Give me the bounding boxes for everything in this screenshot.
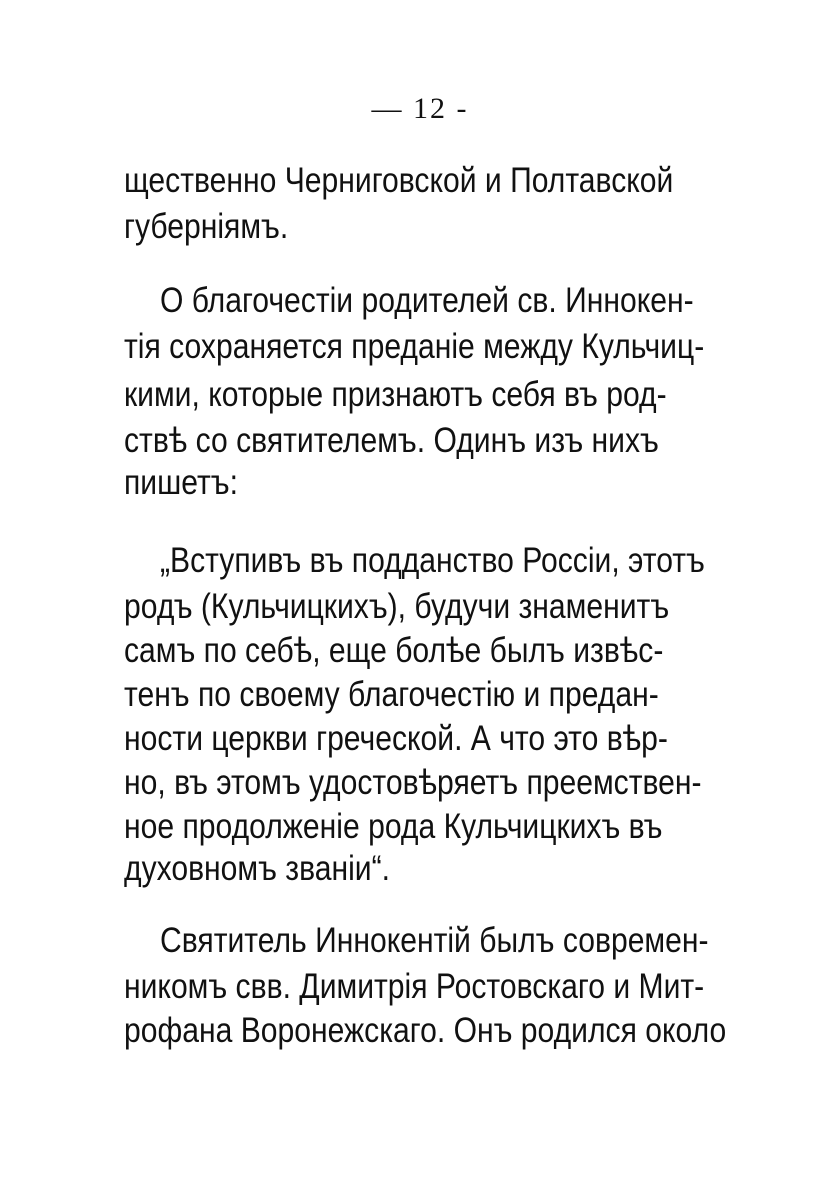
text-line: губерніямъ. — [124, 207, 289, 246]
text-line: духовномъ званіи“. — [124, 849, 390, 888]
text-line: „Вступивъ въ подданство Россіи, этотъ — [160, 541, 705, 580]
text-line: родъ (Кульчицкихъ), будучи знаменитъ — [124, 587, 670, 626]
text-line: О благочестіи родителей св. Иннокен- — [160, 281, 694, 320]
text-line: тія сохраняется преданіе между Кульчиц- — [124, 327, 705, 366]
text-line: ное продолженіе рода Кульчицкихъ въ — [124, 807, 663, 846]
text-line: рофана Воронежскаго. Онъ родился около — [124, 1011, 727, 1050]
text-line: Святитель Иннокентій былъ современ- — [160, 921, 709, 960]
text-line: самъ по себѣ, еще болѣе былъ извѣс- — [124, 631, 664, 670]
page-number: — 12 - — [371, 92, 469, 125]
text-line: ствѣ со святителемъ. Одинъ изъ нихъ — [124, 421, 659, 460]
text-line: тенъ по своему благочестію и предан- — [124, 675, 659, 714]
text-line: ности церкви греческой. А что это вѣр- — [124, 719, 668, 758]
text-line: кими, которые признаютъ себя въ род- — [124, 375, 667, 414]
text-line: но, въ этомъ удостовѣряетъ преемствен- — [124, 763, 702, 802]
text-line: никомъ свв. Димитрія Ростовскаго и Мит- — [124, 967, 705, 1006]
text-line: щественно Черниговской и Полтавской — [124, 161, 674, 200]
text-line: пишетъ: — [124, 463, 238, 502]
